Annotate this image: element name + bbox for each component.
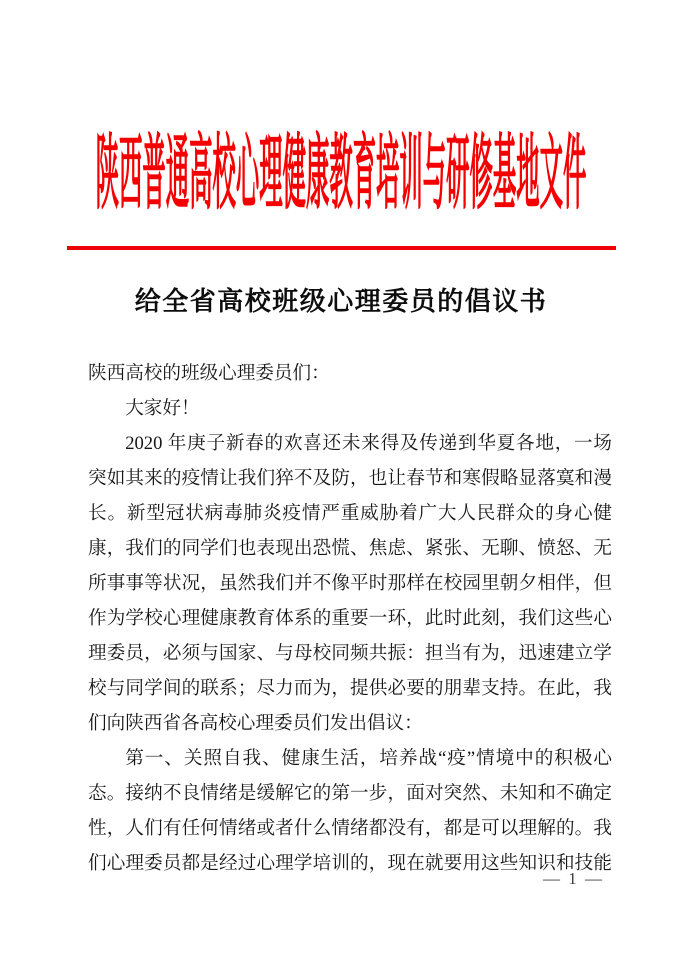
body-line: 态。接纳不良情绪是缓解它的第一步，面对突然、未知和不确定 bbox=[88, 783, 612, 804]
body-line: 陕西高校的班级心理委员们： bbox=[88, 363, 330, 384]
body-line: 性，人们有任何情绪或者什么情绪都没有，都是可以理解的。我 bbox=[88, 818, 612, 839]
body-line: 作为学校心理健康教育体系的重要一环，此时此刻，我们这些心 bbox=[88, 608, 612, 629]
body-line: 长。新型冠状病毒肺炎疫情严重威胁着广大人民群众的身心健 bbox=[88, 503, 612, 524]
body-line: 2020 年庚子新春的欢喜还未来得及传递到华夏各地，一场 bbox=[125, 433, 612, 454]
body-line: 们心理委员都是经过心理学培训的，现在就要用这些知识和技能 bbox=[88, 853, 612, 874]
page-number: — 1 — bbox=[543, 869, 604, 888]
document-body bbox=[88, 356, 612, 881]
letterhead-divider-rule bbox=[67, 246, 616, 250]
body-line: 康，我们的同学们也表现出恐慌、焦虑、紧张、无聊、愤怒、无 bbox=[88, 538, 612, 559]
body-line: 突如其来的疫情让我们猝不及防，也让春节和寒假略显落寞和漫 bbox=[88, 468, 612, 489]
body-line: 大家好！ bbox=[125, 398, 200, 419]
letterhead-title: 陕西普通高校心理健康教育培训与研修基地文件 bbox=[95, 128, 587, 219]
body-line: 理委员，必须与国家、与母校同频共振：担当有为，迅速建立学 bbox=[88, 643, 612, 664]
document-title: 给全省高校班级心理委员的倡议书 bbox=[134, 286, 548, 316]
letterhead-banner bbox=[0, 128, 682, 220]
body-line: 第一、关照自我、健康生活，培养战“疫”情境中的积极心 bbox=[125, 748, 612, 769]
body-line: 们向陕西省各高校心理委员们发出倡议： bbox=[88, 713, 423, 734]
body-line: 所事事等状况，虽然我们并不像平时那样在校园里朝夕相伴，但 bbox=[88, 573, 612, 594]
body-line: 校与同学间的联系；尽力而为，提供必要的朋辈支持。在此，我 bbox=[88, 678, 612, 699]
